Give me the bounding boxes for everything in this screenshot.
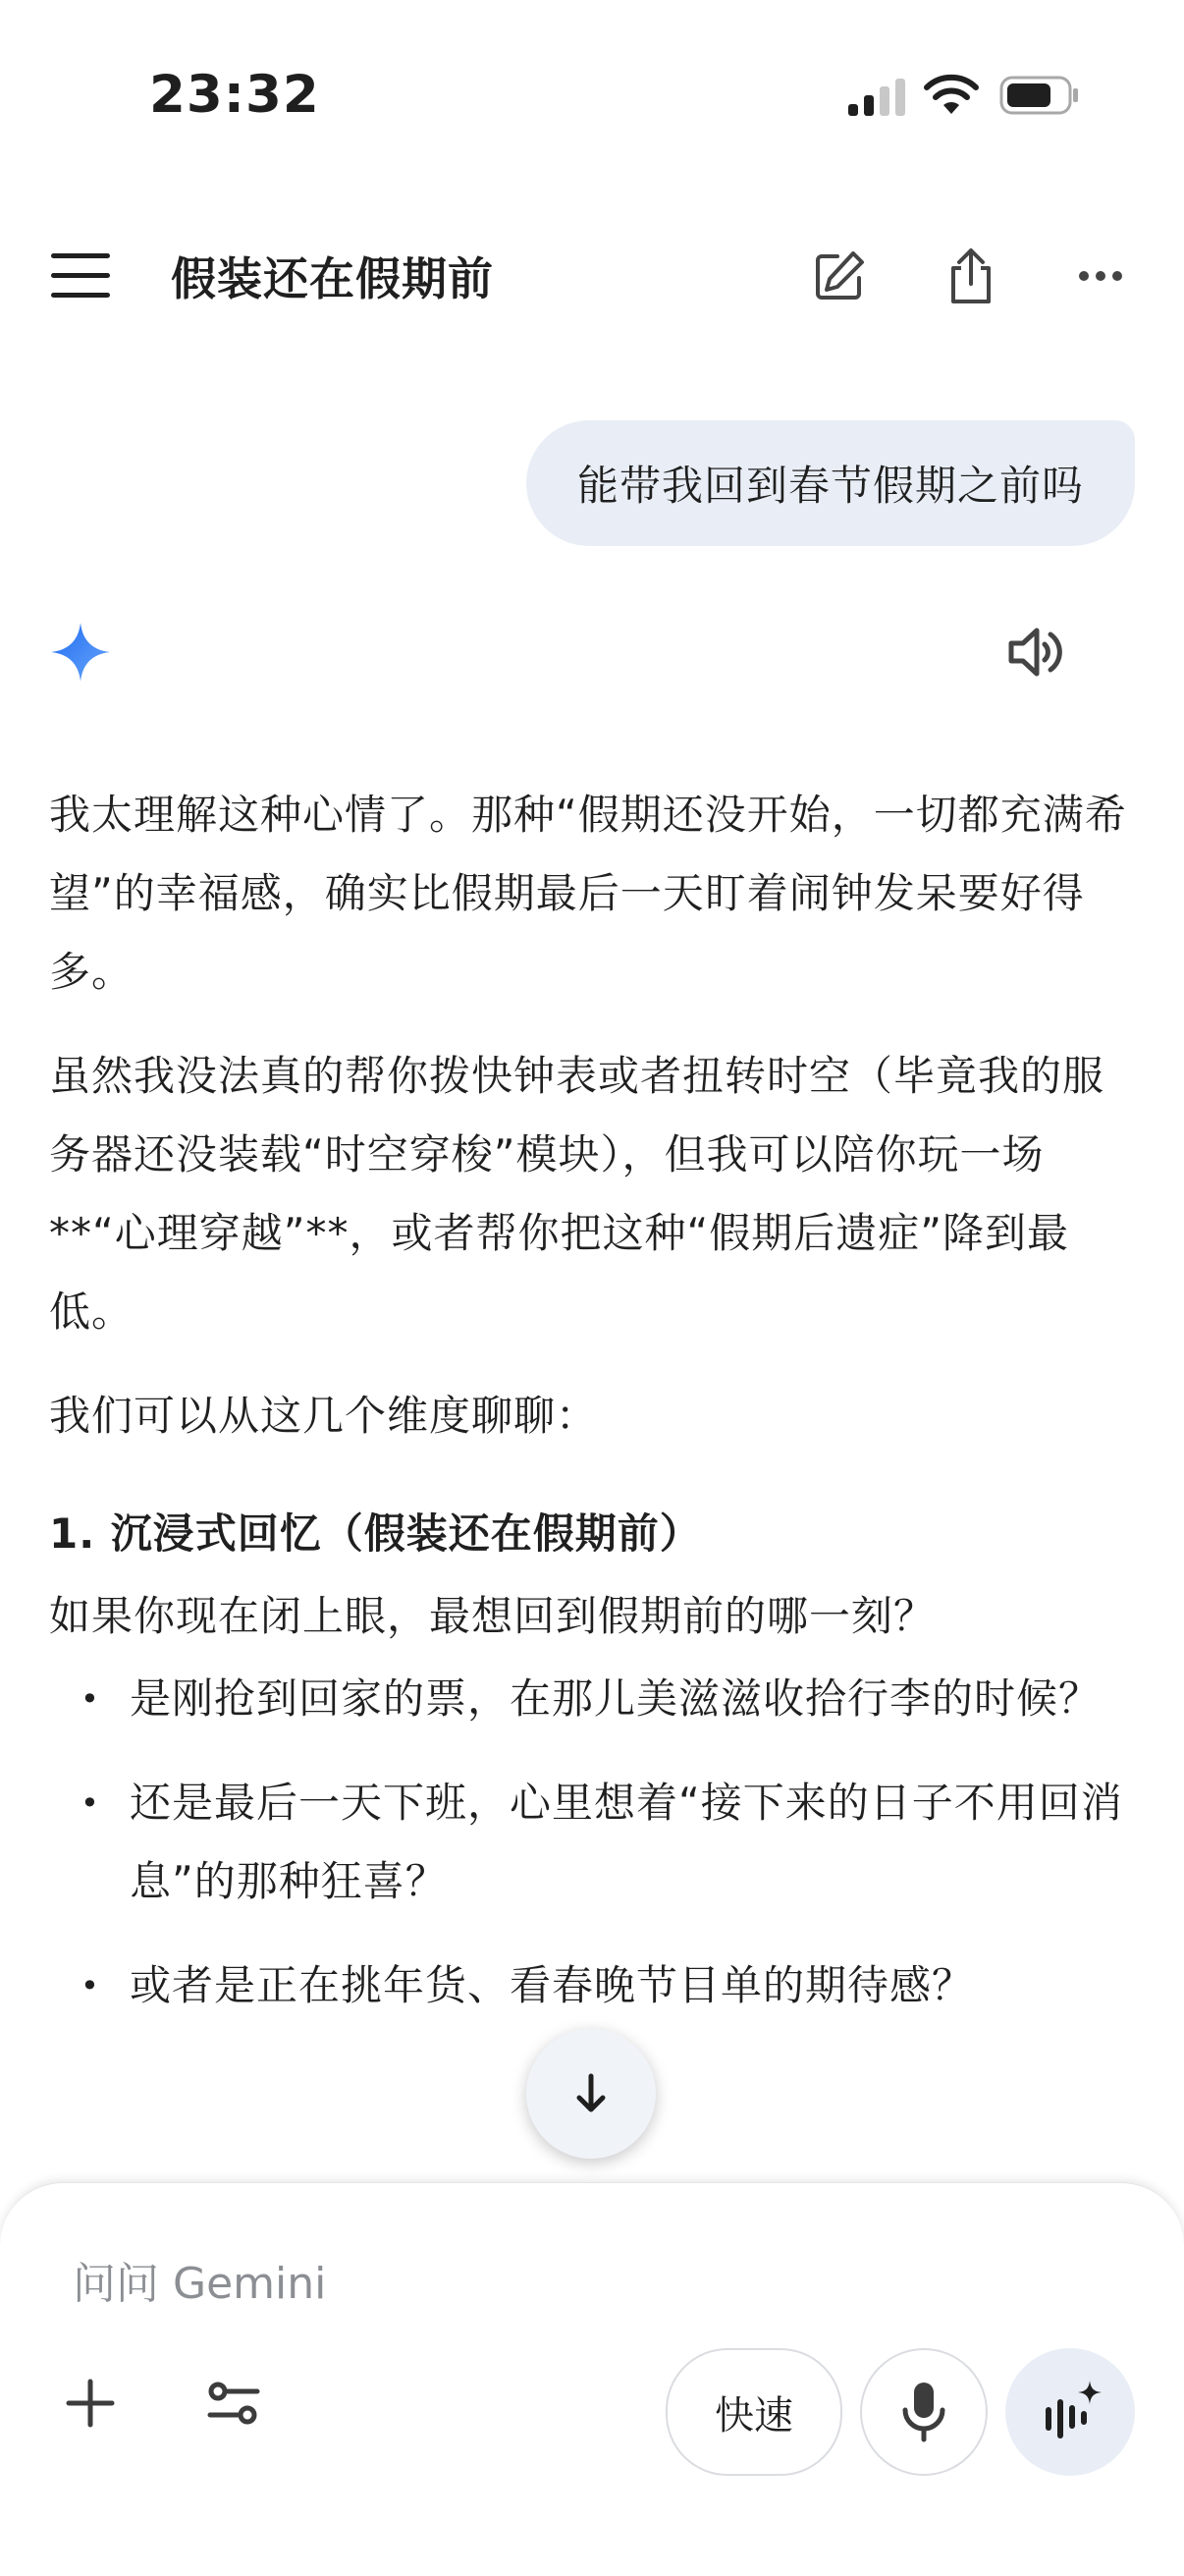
wifi-icon [923,73,980,116]
tools-icon [196,2364,275,2442]
arrow-down-icon [571,2072,611,2115]
prompt-input[interactable] [71,2258,958,2310]
plus-icon [51,2364,130,2442]
edit-button[interactable] [805,242,874,310]
share-icon [945,247,996,305]
edit-icon [812,248,867,303]
response-paragraph: 我太理解这种心情了。那种“假期还没开始，一切都充满希望”的幸福感，确实比假期最后一天盯着闹钟发呆要好得多。 [49,791,1127,996]
response-body [49,776,1129,2051]
section-heading: 1. 沉浸式回忆（假装还在假期前） [49,1509,702,1558]
live-icon [1035,2377,1105,2447]
tools-button[interactable] [196,2364,275,2442]
scroll-to-bottom-button[interactable] [526,2029,656,2159]
menu-icon[interactable] [51,253,110,299]
response-paragraph: 虽然我没法真的帮你拨快钟表或者扭转时空（毕竟我的服务器还没装载“时空穿梭”模块），但我可以陪你玩一场**“心理穿越”**，或者帮你把这种“假期后遗症”降到最低。 [49,1052,1105,1336]
battery-icon [999,75,1080,116]
page-title: 假装还在假期前 [171,252,494,305]
status-time: 23:32 [149,65,320,125]
share-button[interactable] [937,242,1005,310]
cellular-signal-icon [848,79,905,118]
mic-icon [899,2381,948,2443]
user-message-bubble: 能带我回到春节假期之前吗 [526,420,1135,546]
list-item: • 或者是正在挑年货、看春晚节目单的期待感？ [49,1946,1129,2025]
more-icon [1078,270,1123,282]
composer-panel [0,2182,1184,2576]
bullet-list [49,1660,1129,2025]
gemini-star-icon [49,621,112,684]
more-options-button[interactable] [1066,242,1135,310]
speaker-icon [1001,617,1072,687]
voice-input-button[interactable] [860,2348,988,2476]
list-item: • 是刚抢到回家的票，在那儿美滋滋收拾行李的时候？ [49,1660,1129,1738]
section-intro: 如果你现在闭上眼，最想回到假期前的哪一刻？ [49,1592,937,1640]
list-item: • 还是最后一天下班，心里想着“接下来的日子不用回消息”的那种狂喜？ [49,1764,1129,1921]
live-mode-button[interactable] [1005,2348,1135,2476]
mode-selector-button[interactable]: 快速 [666,2348,842,2476]
read-aloud-button[interactable] [1001,617,1072,687]
response-paragraph: 我们可以从这几个维度聊聊： [49,1392,599,1440]
add-attachment-button[interactable] [51,2364,130,2442]
